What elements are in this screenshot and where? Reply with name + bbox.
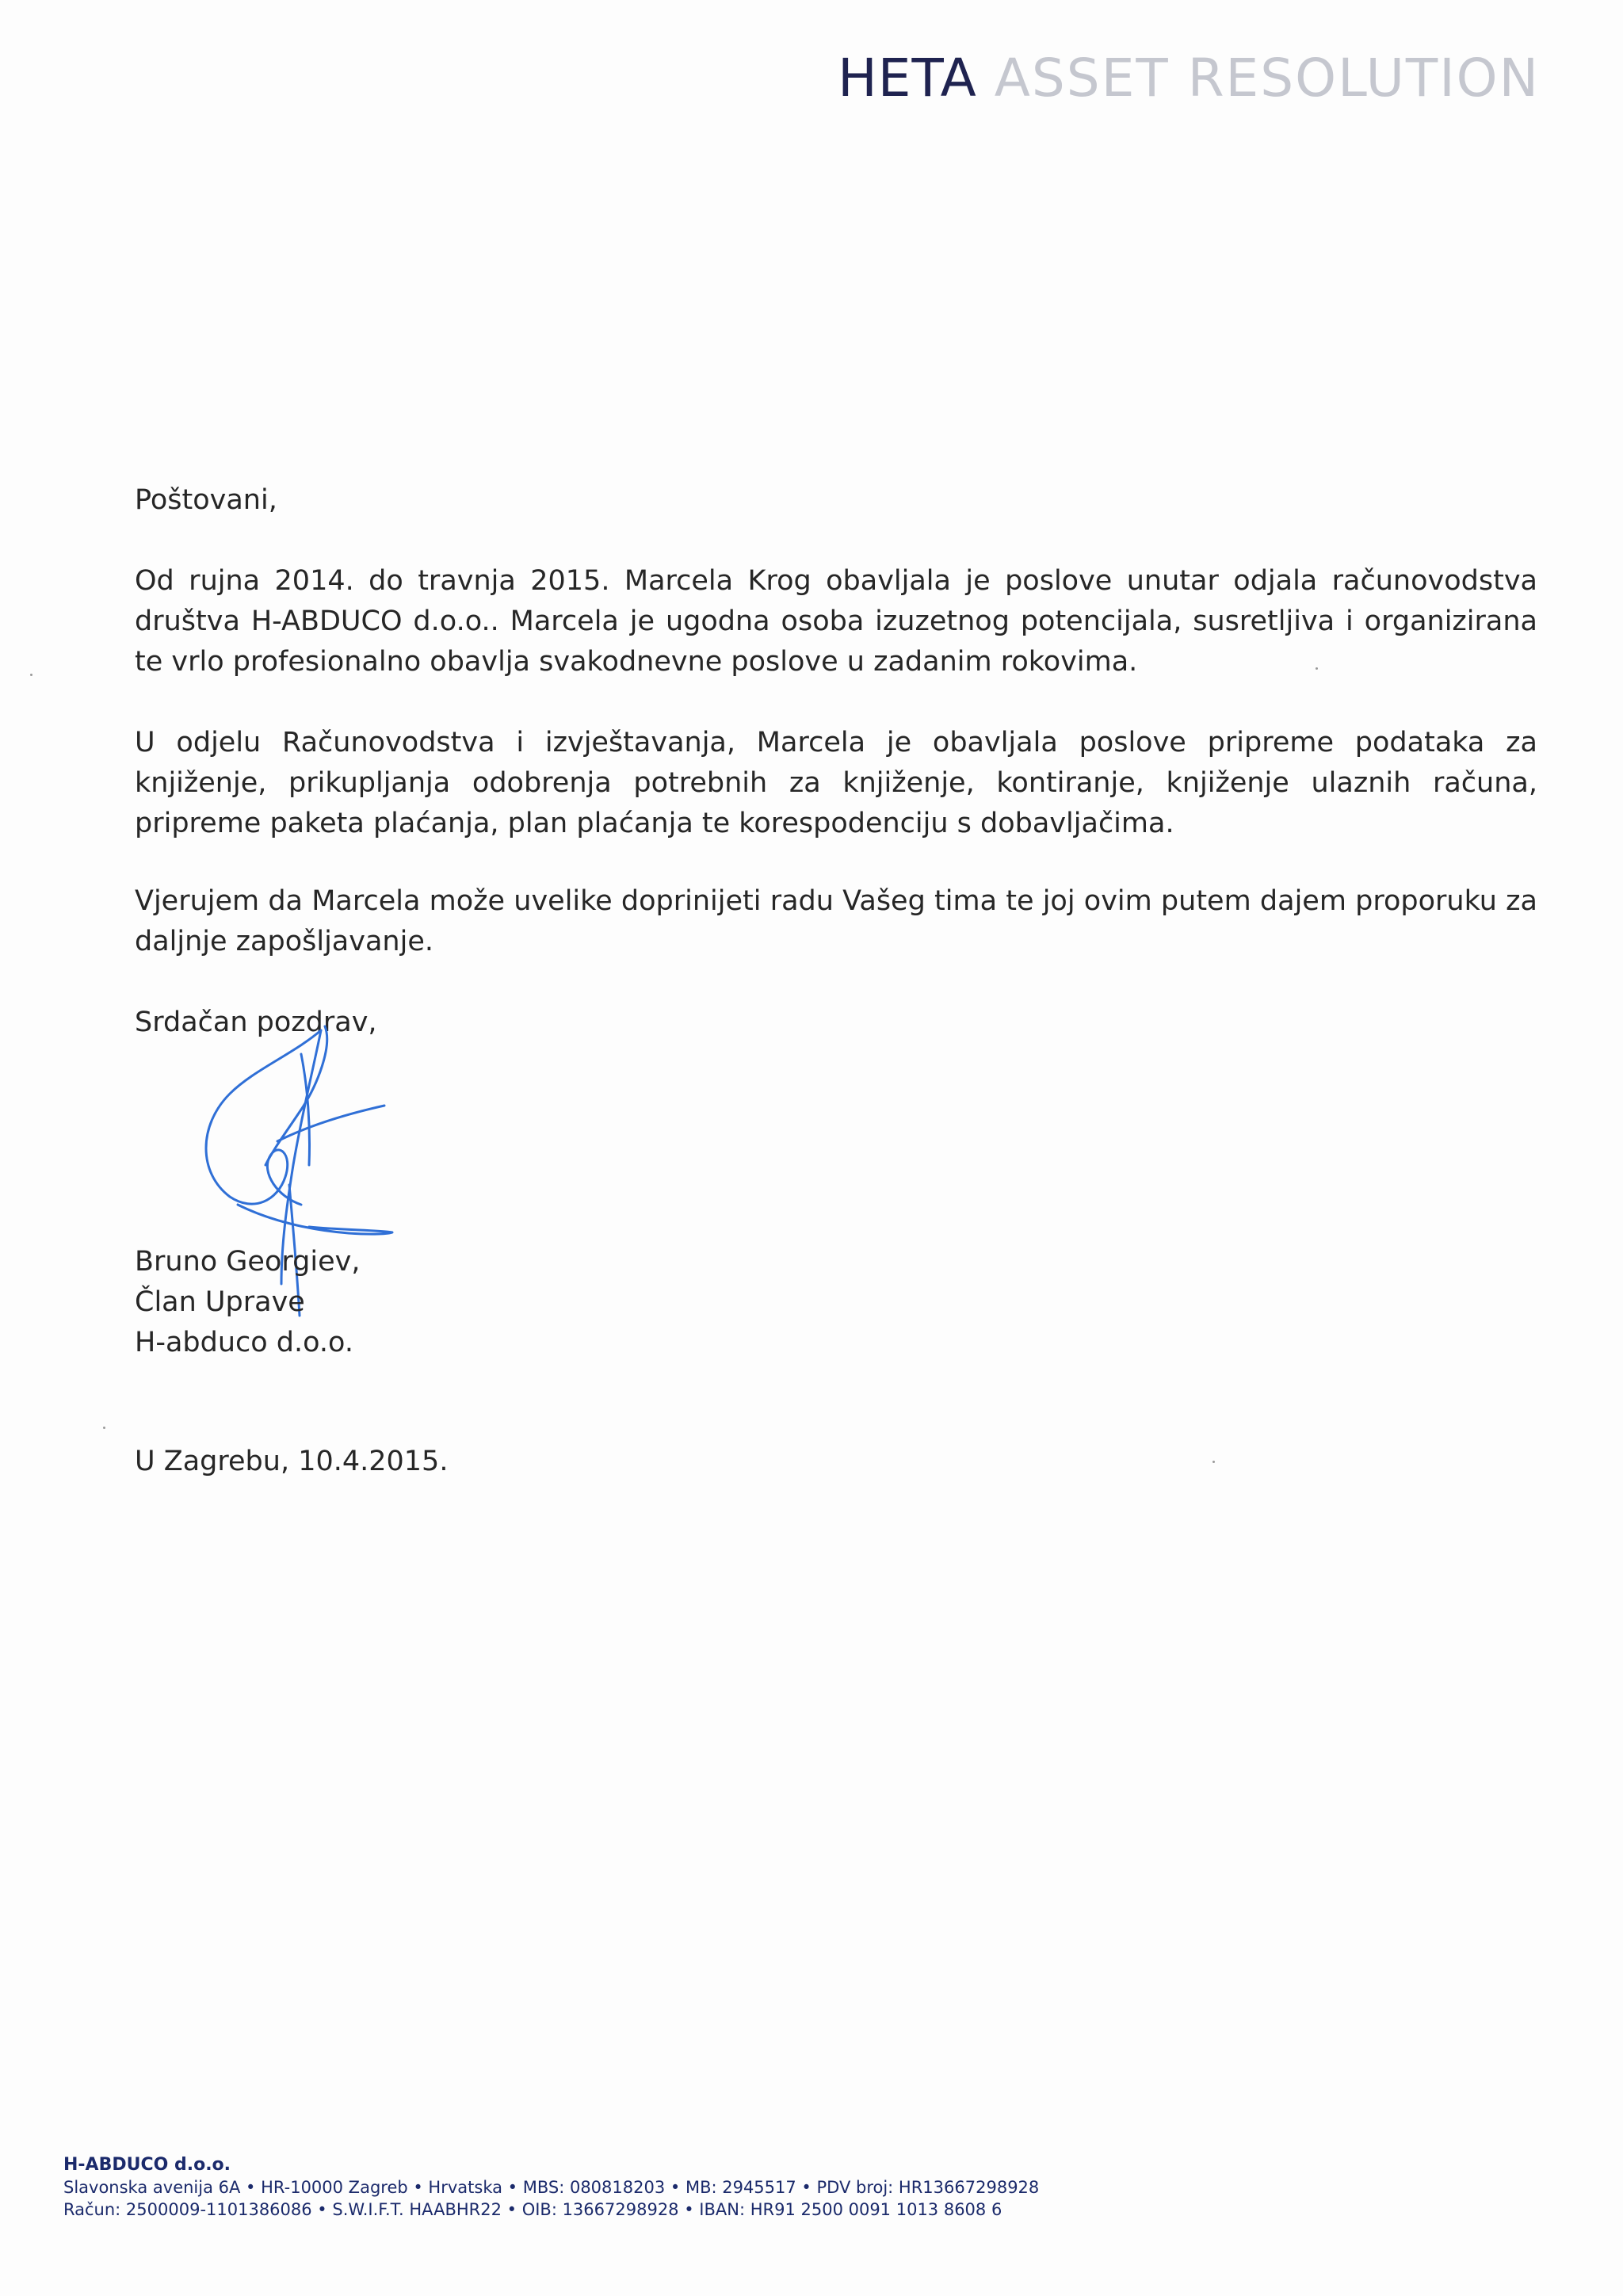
letter-paragraph-2 [135,723,1537,844]
paragraph-1-text: Od rujna 2014. do travnja 2015. Marcela Krog obavljala je poslove unutar odjala računovodstva društva H-ABDUCO d.o.o.. Marcela je ugodna osoba izuzetnog potencijala, susretljiva i organizirana te vrlo profesionalno obavlja svakodnevne poslove u zadanim rokovima. [135,565,1537,678]
closing-text: Srdačan pozdrav, [135,1007,377,1038]
greeting-text: Poštovani, [135,484,277,516]
scan-speck [103,1427,105,1429]
signer-title: Član Uprave [135,1286,305,1318]
footer-company-name: H-ABDUCO d.o.o. [63,2155,231,2175]
date-line [135,1442,1537,1482]
logo-asset-resolution: ASSET RESOLUTION [994,48,1540,109]
letter-greeting [135,480,1537,521]
footer-address-line: Slavonska avenija 6A • HR-10000 Zagreb • Hrvatska • MBS: 080818203 • MB: 2945517 • PDV broj: HR13667298928 [63,2178,1040,2197]
paragraph-3-text: Vjerujem da Marcela može uvelike doprinijeti radu Vašeg tima te joj ovim putem dajem proporuku za daljnje zapošljavanje. [135,885,1537,957]
signer-name: Bruno Georgiev, [135,1246,361,1278]
scan-speck [30,674,32,676]
letter-paragraph-3 [135,881,1537,962]
letter-paragraph-1 [135,561,1537,682]
signer-block [135,1242,1537,1363]
signer-company: H-abduco d.o.o. [135,1327,353,1358]
company-logo [838,48,1540,109]
company-footer [63,2154,1039,2221]
paragraph-2-text: U odjelu Računovodstva i izvještavanja, Marcela je obavljala poslove pripreme podataka za knjiženje, prikupljanja odobrenja potrebnih za knjiženje, kontiranje, knjiženje ulaznih računa, pripreme paketa plaćanja, plan plaćanja te korespodenciju s dobavljačima. [135,727,1537,839]
logo-heta: HETA [838,48,977,109]
scan-speck [1316,667,1318,670]
footer-bank-line: Račun: 2500009-1101386086 • S.W.I.F.T. HAABHR22 • OIB: 13667298928 • IBAN: HR91 2500 0091 1013 8608 6 [63,2200,1002,2219]
date-line-text: U Zagrebu, 10.4.2015. [135,1446,449,1477]
scan-speck [1212,1461,1215,1463]
